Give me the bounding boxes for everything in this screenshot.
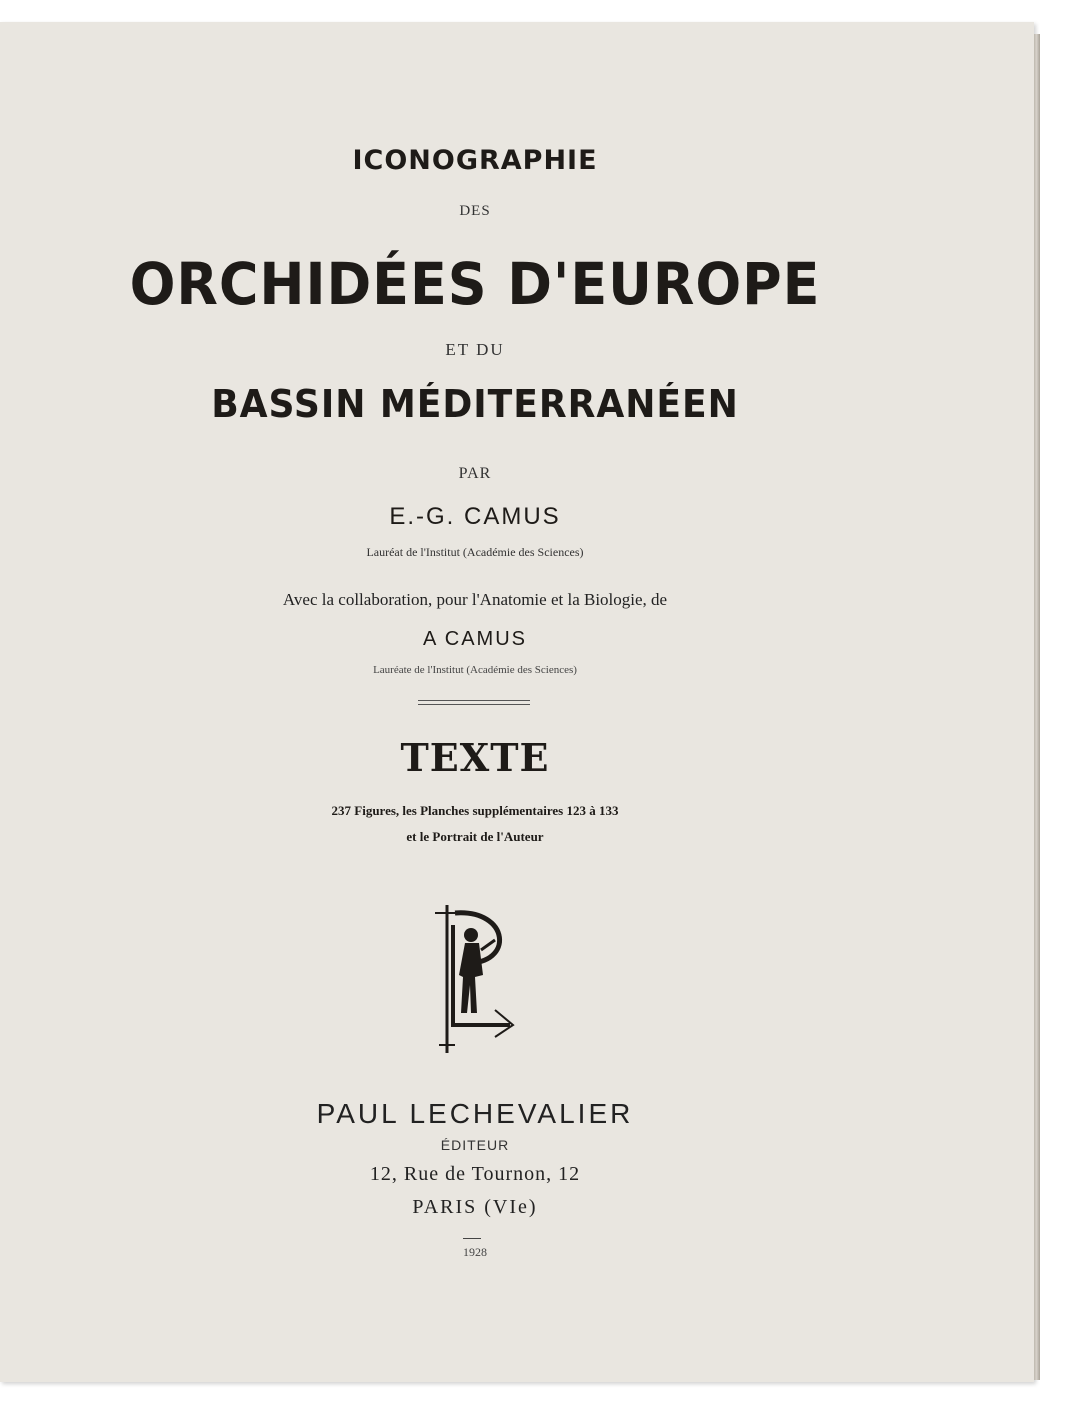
contents-line-1: 237 Figures, les Planches supplémentaires 123 à 133 bbox=[331, 803, 619, 818]
collaboration-line: Avec la collaboration, pour l'Anatomie et la Biologie, de bbox=[282, 590, 668, 609]
coauthor-name: A CAMUS bbox=[422, 628, 528, 650]
volume-title: TEXTE bbox=[400, 735, 550, 780]
publisher-mark-icon bbox=[425, 895, 520, 1055]
author-name: E.-G. CAMUS bbox=[389, 503, 561, 530]
divider-rule-bottom bbox=[418, 704, 530, 705]
publisher-address: 12, Rue de Tournon, 12 bbox=[369, 1163, 581, 1185]
heading-iconographie: ICONOGRAPHIE bbox=[352, 145, 598, 176]
subtitle: BASSIN MÉDITERRANÉEN bbox=[211, 382, 739, 426]
page-edge bbox=[1034, 34, 1040, 1380]
main-title: ORCHIDÉES D'EUROPE bbox=[129, 250, 821, 318]
divider-rule-top bbox=[418, 700, 530, 701]
year-divider bbox=[463, 1238, 481, 1239]
publication-year: 1928 bbox=[463, 1245, 487, 1259]
contents-line-2: et le Portrait de l'Auteur bbox=[406, 829, 544, 844]
author-distinction: Lauréat de l'Institut (Académie des Sciences) bbox=[366, 545, 584, 559]
heading-et-du: ET DU bbox=[445, 340, 505, 359]
heading-des: DES bbox=[459, 203, 491, 219]
coauthor-distinction: Lauréate de l'Institut (Académie des Sciences) bbox=[373, 664, 577, 676]
publisher-city: PARIS (VIe) bbox=[412, 1196, 538, 1218]
heading-par: PAR bbox=[458, 465, 492, 482]
publisher-role: ÉDITEUR bbox=[440, 1137, 510, 1153]
publisher-name: PAUL LECHEVALIER bbox=[316, 1098, 634, 1129]
